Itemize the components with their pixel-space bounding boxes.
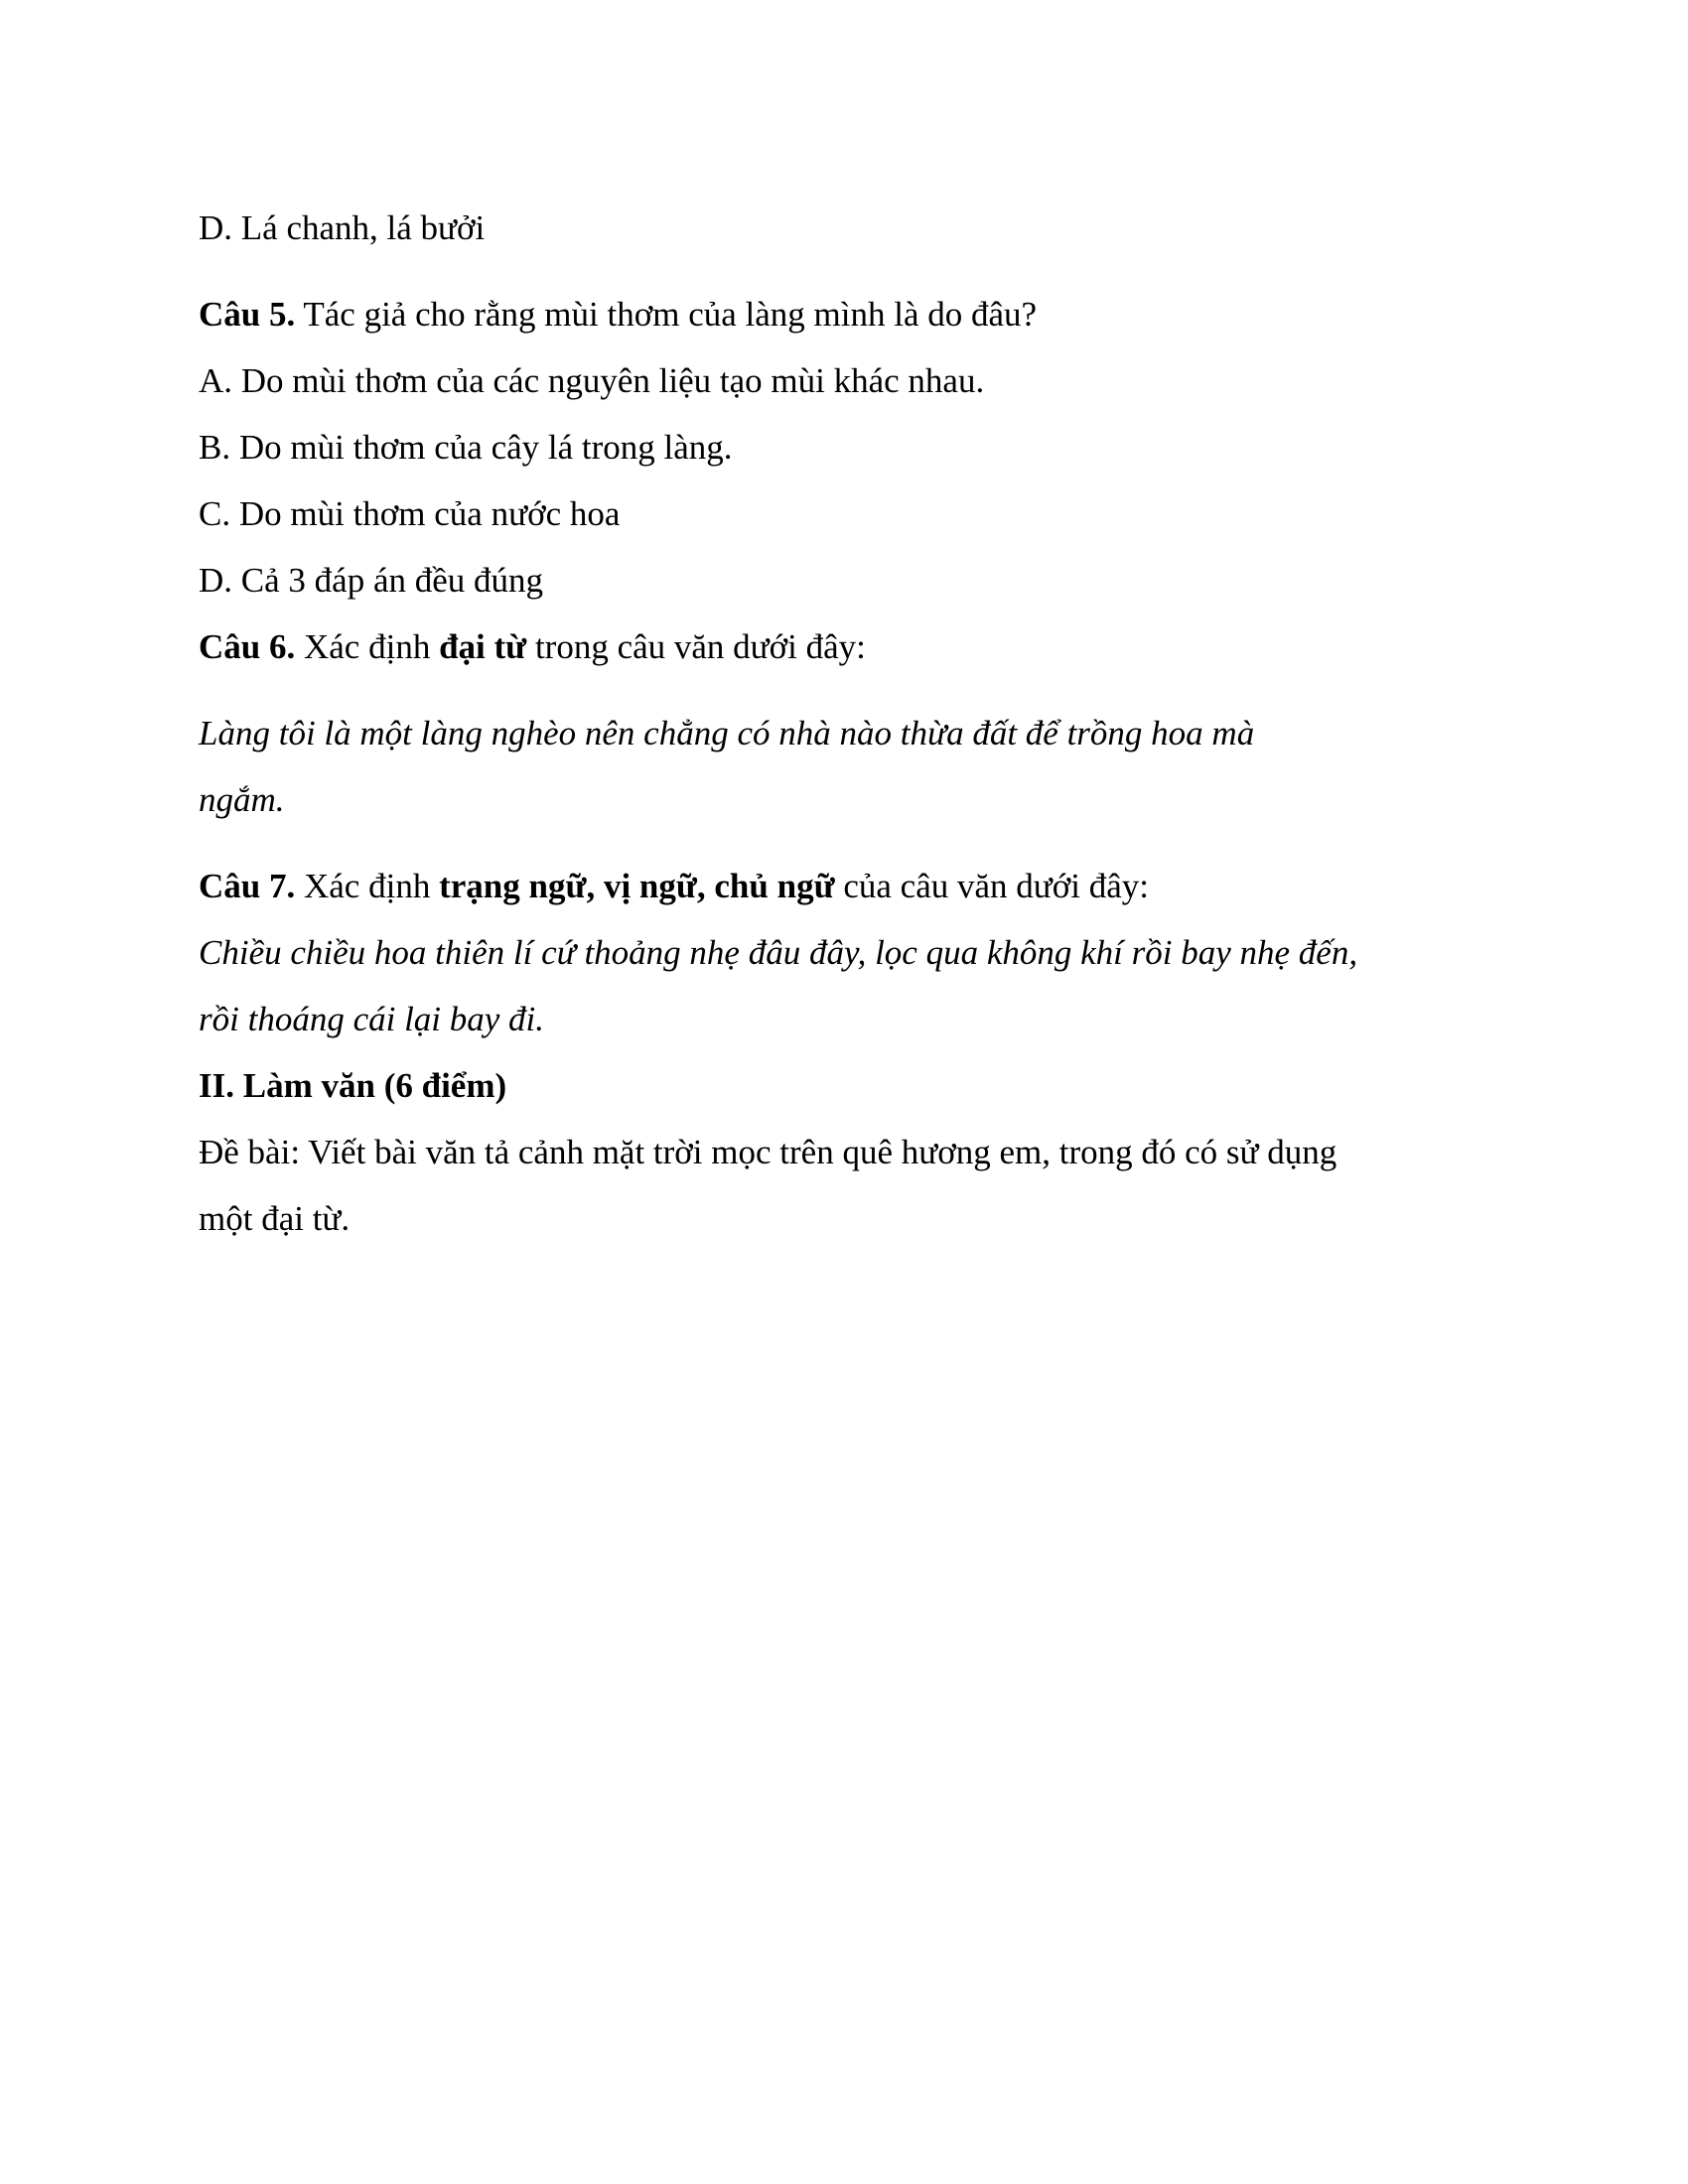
question-6-quote-line-1: Làng tôi là một làng nghèo nên chẳng có nhà nào thừa đất để trồng hoa mà: [199, 714, 1255, 752]
question-5-option-b: B. Do mùi thơm của cây lá trong làng.: [199, 428, 733, 467]
question-7-post: của câu văn dưới đây:: [834, 867, 1149, 905]
question-6-keyword: đại từ: [439, 627, 527, 666]
question-5-option-d: D. Cả 3 đáp án đều đúng: [199, 561, 544, 600]
question-7: [199, 853, 1509, 919]
question-6-post: trong câu văn dưới đây:: [526, 627, 866, 666]
section-2-prompt-line-1: Đề bài: Viết bài văn tả cảnh mặt trời mọc trên quê hương em, trong đó có sử dụng: [199, 1133, 1337, 1171]
question-5-label: Câu 5.: [199, 295, 296, 334]
question-7-quote-line-2: rồi thoáng cái lại bay đi.: [199, 1000, 545, 1038]
question-7-quote-line-1: Chiều chiều hoa thiên lí cứ thoảng nhẹ đâu đây, lọc qua không khí rồi bay nhẹ đến,: [199, 933, 1358, 972]
question-4-option-d: D. Lá chanh, lá bưởi: [199, 208, 486, 247]
question-6-pre: Xác định: [295, 627, 440, 666]
question-6: [199, 614, 1509, 680]
question-5-option-a: A. Do mùi thơm của các nguyên liệu tạo mùi khác nhau.: [199, 361, 985, 400]
question-5: [199, 281, 1509, 347]
document-page: [199, 195, 1509, 1252]
section-2-prompt-line-2: một đại từ.: [199, 1199, 351, 1238]
question-5-option-c: C. Do mùi thơm của nước hoa: [199, 494, 621, 533]
question-7-pre: Xác định: [295, 867, 440, 905]
question-6-label: Câu 6.: [199, 627, 296, 666]
question-6-quote-line-2: ngắm.: [199, 780, 285, 819]
question-7-keyword: trạng ngữ, vị ngữ, chủ ngữ: [439, 867, 835, 905]
question-5-text: Tác giả cho rằng mùi thơm của làng mình là do đâu?: [295, 295, 1038, 334]
question-7-label: Câu 7.: [199, 867, 296, 905]
section-2-heading: II. Làm văn (6 điểm): [199, 1066, 507, 1105]
